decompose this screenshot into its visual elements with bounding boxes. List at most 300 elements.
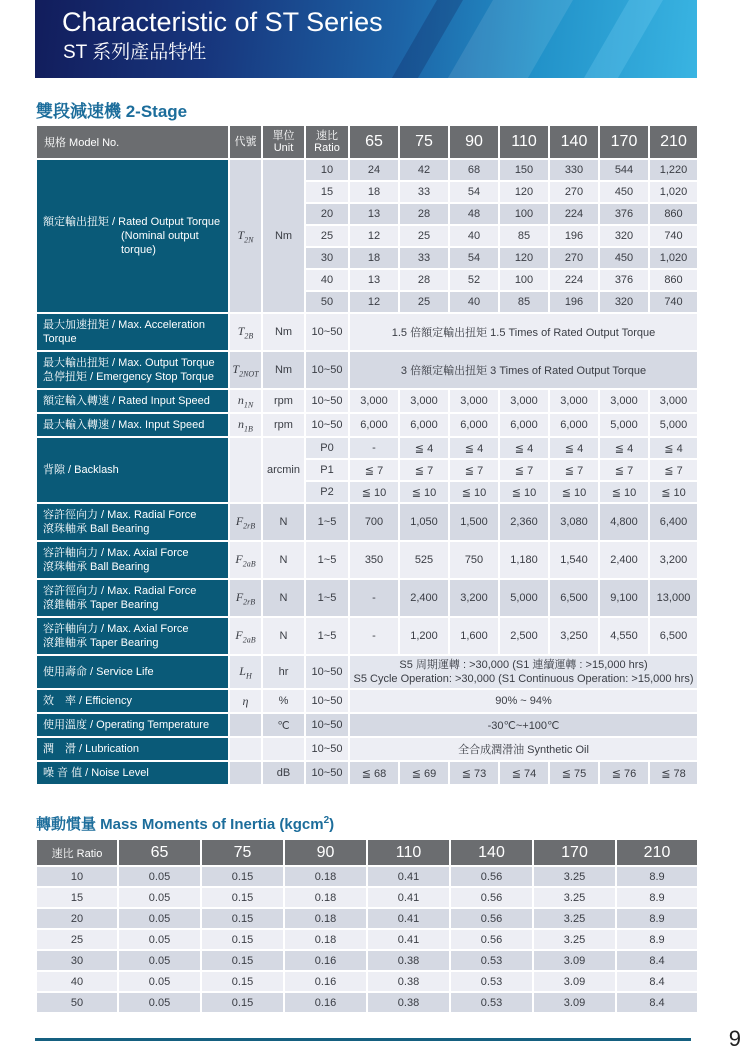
spec-ratio: 10~50 (305, 313, 349, 351)
spec-unit: N (262, 503, 305, 541)
spec-row-label (36, 541, 229, 579)
spec-value: ≦ 68 (349, 761, 399, 785)
spec-value: 48 (449, 203, 499, 225)
inertia-value: 8.9 (616, 908, 698, 929)
inertia-ratio: 30 (36, 950, 118, 971)
spec-value: 3,000 (449, 389, 499, 413)
spec-value: ≦ 73 (449, 761, 499, 785)
spec-table (35, 124, 699, 786)
col-header-size: 90 (284, 839, 367, 866)
col-header-ratio: 速比 Ratio (36, 839, 118, 866)
spec-ratio: 20 (305, 203, 349, 225)
spec-row-label-line: 額定輸出扭矩 / Rated Output Torque (43, 216, 221, 228)
inertia-value: 0.05 (118, 908, 201, 929)
spec-row-label-line: 滾錐軸承 Taper Bearing (43, 637, 159, 649)
inertia-row (36, 866, 698, 887)
spec-row-label (36, 579, 229, 617)
spec-value: 6,400 (649, 503, 698, 541)
spec-row-label-line: 使用壽命 / Service Life (43, 666, 154, 678)
spec-value: - (349, 437, 399, 459)
spec-unit: rpm (262, 389, 305, 413)
inertia-row (36, 908, 698, 929)
section-title-2stage: 雙段減速機 2-Stage (36, 102, 188, 121)
inertia-value: 0.15 (201, 929, 284, 950)
spec-ratio: 10 (305, 159, 349, 181)
col-header-size: 140 (450, 839, 533, 866)
spec-unit: arcmin (262, 437, 305, 503)
spec-value: 85 (499, 291, 549, 313)
col-header-size: 75 (399, 125, 449, 159)
inertia-value: 0.41 (367, 887, 450, 908)
spec-value: 33 (399, 181, 449, 203)
spec-value: 1,500 (449, 503, 499, 541)
spec-row-label-line: 最大加速扭矩 / Max. Acceleration Torque (43, 319, 205, 345)
col-header-unit (262, 125, 305, 159)
spec-value: 52 (449, 269, 499, 291)
spec-value: 5,000 (649, 413, 698, 437)
inertia-value: 0.38 (367, 992, 450, 1013)
spec-value: 3,000 (599, 389, 649, 413)
inertia-value: 0.05 (118, 971, 201, 992)
spec-value: ≦ 69 (399, 761, 449, 785)
inertia-value: 0.18 (284, 929, 367, 950)
spec-unit: % (262, 689, 305, 713)
spec-merged-value (349, 655, 698, 689)
spec-value: 13 (349, 203, 399, 225)
inertia-ratio: 10 (36, 866, 118, 887)
section-title-inertia-text: 轉動慣量 Mass Moments of Inertia (kgcm (36, 816, 324, 833)
spec-code (229, 761, 262, 785)
spec-value: 25 (399, 291, 449, 313)
section-title-inertia-suffix: ) (329, 816, 335, 833)
section-title-inertia (36, 813, 334, 834)
spec-value: 28 (399, 269, 449, 291)
spec-header-row (36, 125, 698, 159)
col-header-code: 代號 (229, 125, 262, 159)
spec-value: 85 (499, 225, 549, 247)
spec-ratio: 10~50 (305, 689, 349, 713)
spec-unit: Nm (262, 351, 305, 389)
spec-row (36, 761, 698, 785)
spec-value: 9,100 (599, 579, 649, 617)
spec-row-label-line: 最大輸出扭矩 / Max. Output Torque (43, 357, 215, 369)
inertia-value: 0.38 (367, 950, 450, 971)
inertia-value: 8.9 (616, 887, 698, 908)
spec-value: 18 (349, 181, 399, 203)
spec-value: 1,180 (499, 541, 549, 579)
spec-value: ≦ 10 (349, 481, 399, 503)
spec-value: 6,500 (649, 617, 698, 655)
spec-value: 320 (599, 291, 649, 313)
spec-unit (262, 737, 305, 761)
spec-unit: ℃ (262, 713, 305, 737)
spec-row (36, 389, 698, 413)
inertia-value: 8.4 (616, 992, 698, 1013)
spec-value: 196 (549, 225, 599, 247)
inertia-value: 0.18 (284, 866, 367, 887)
inertia-value: 0.05 (118, 887, 201, 908)
inertia-value: 0.05 (118, 929, 201, 950)
spec-ratio: 10~50 (305, 413, 349, 437)
spec-row (36, 713, 698, 737)
spec-row (36, 689, 698, 713)
inertia-value: 0.16 (284, 950, 367, 971)
spec-ratio: 10~50 (305, 713, 349, 737)
inertia-value: 3.09 (533, 992, 616, 1013)
spec-row-label (36, 389, 229, 413)
spec-value: 3,200 (449, 579, 499, 617)
page-number: 9 (728, 1026, 741, 1051)
spec-value: ≦ 4 (549, 437, 599, 459)
spec-ratio: 1~5 (305, 541, 349, 579)
spec-unit: rpm (262, 413, 305, 437)
inertia-ratio: 40 (36, 971, 118, 992)
spec-code (229, 437, 262, 503)
spec-value: 28 (399, 203, 449, 225)
spec-row-label (36, 159, 229, 313)
spec-value: 3,000 (399, 389, 449, 413)
spec-value: 6,000 (549, 413, 599, 437)
spec-ratio: P2 (305, 481, 349, 503)
spec-value: 860 (649, 269, 698, 291)
spec-row-label (36, 413, 229, 437)
inertia-value: 0.15 (201, 908, 284, 929)
spec-unit: N (262, 541, 305, 579)
spec-value: 13,000 (649, 579, 698, 617)
spec-value: 2,400 (599, 541, 649, 579)
spec-row-label (36, 737, 229, 761)
inertia-value: 3.25 (533, 866, 616, 887)
spec-value: 54 (449, 181, 499, 203)
spec-value: ≦ 10 (449, 481, 499, 503)
col-header-size: 110 (367, 839, 450, 866)
inertia-ratio: 20 (36, 908, 118, 929)
spec-row-label-line: (Nominal output torque) (121, 230, 199, 256)
spec-value: ≦ 10 (649, 481, 698, 503)
spec-value: 700 (349, 503, 399, 541)
spec-row-label-line: 滾珠軸承 Ball Bearing (43, 561, 150, 573)
spec-ratio: 1~5 (305, 617, 349, 655)
spec-value: 2,360 (499, 503, 549, 541)
inertia-value: 3.25 (533, 908, 616, 929)
spec-row-label (36, 313, 229, 351)
spec-unit: N (262, 579, 305, 617)
inertia-value: 3.25 (533, 887, 616, 908)
spec-row-label-line: 最大輸入轉速 / Max. Input Speed (43, 419, 205, 431)
header-banner (35, 0, 697, 78)
inertia-value: 3.09 (533, 971, 616, 992)
spec-value: 3,000 (549, 389, 599, 413)
spec-value: 1,600 (449, 617, 499, 655)
spec-merged-value: 全合成潤滑油 Synthetic Oil (349, 737, 698, 761)
inertia-row (36, 929, 698, 950)
spec-value: ≦ 74 (499, 761, 549, 785)
inertia-ratio: 15 (36, 887, 118, 908)
spec-value: 350 (349, 541, 399, 579)
spec-value: ≦ 10 (599, 481, 649, 503)
spec-value: 544 (599, 159, 649, 181)
spec-row (36, 413, 698, 437)
spec-value: 320 (599, 225, 649, 247)
spec-code: η (229, 689, 262, 713)
inertia-value: 0.16 (284, 971, 367, 992)
inertia-value: 0.56 (450, 929, 533, 950)
col-header-ratio-zh: 速比 (316, 130, 338, 142)
spec-unit: hr (262, 655, 305, 689)
inertia-value: 0.41 (367, 908, 450, 929)
spec-value: 740 (649, 291, 698, 313)
spec-value: 3,000 (649, 389, 698, 413)
page-subtitle: ST 系列產品特性 (63, 42, 207, 63)
spec-ratio: 1~5 (305, 579, 349, 617)
spec-value: 24 (349, 159, 399, 181)
col-header-size: 65 (118, 839, 201, 866)
spec-value: 1,540 (549, 541, 599, 579)
spec-value: ≦ 7 (399, 459, 449, 481)
inertia-ratio: 50 (36, 992, 118, 1013)
spec-ratio: 40 (305, 269, 349, 291)
spec-value: 224 (549, 269, 599, 291)
spec-unit: N (262, 617, 305, 655)
inertia-value: 8.4 (616, 950, 698, 971)
spec-row (36, 737, 698, 761)
spec-row-label (36, 713, 229, 737)
spec-row (36, 579, 698, 617)
spec-code: $F_{2rB}$ (229, 503, 262, 541)
inertia-value: 0.56 (450, 908, 533, 929)
spec-value: 376 (599, 269, 649, 291)
col-header-size: 210 (649, 125, 698, 159)
spec-value: 54 (449, 247, 499, 269)
inertia-value: 8.9 (616, 866, 698, 887)
spec-value: 1,020 (649, 181, 698, 203)
spec-value: 68 (449, 159, 499, 181)
spec-row-label-line: 潤 滑 / Lubrication (43, 743, 139, 755)
spec-row-label-line: 效 率 / Efficiency (43, 695, 133, 707)
footer-rule (35, 1038, 691, 1041)
spec-value: 18 (349, 247, 399, 269)
spec-value: 4,800 (599, 503, 649, 541)
spec-value: 525 (399, 541, 449, 579)
spec-value: ≦ 10 (399, 481, 449, 503)
section-title-inertia-sup: 2 (323, 815, 330, 826)
spec-merged-line: S5 Cycle Operation: >30,000 (S1 Continuous Operation: >15,000 hrs) (353, 673, 694, 685)
spec-value: 740 (649, 225, 698, 247)
spec-row-label-line: 容許軸向力 / Max. Axial Force (43, 547, 189, 559)
inertia-value: 0.18 (284, 908, 367, 929)
spec-value: 5,000 (499, 579, 549, 617)
inertia-value: 0.15 (201, 866, 284, 887)
inertia-value: 0.53 (450, 950, 533, 971)
spec-row-label-line: 容許軸向力 / Max. Axial Force (43, 623, 189, 635)
spec-value: 1,220 (649, 159, 698, 181)
spec-row-label-line: 額定輸入轉速 / Rated Input Speed (43, 395, 210, 407)
col-header-unit-en: Unit (273, 142, 294, 154)
spec-value: 120 (499, 181, 549, 203)
spec-value: 450 (599, 247, 649, 269)
inertia-value: 8.4 (616, 971, 698, 992)
spec-value: 150 (499, 159, 549, 181)
col-header-size: 170 (533, 839, 616, 866)
inertia-value: 0.16 (284, 992, 367, 1013)
inertia-value: 0.56 (450, 866, 533, 887)
inertia-value: 0.15 (201, 992, 284, 1013)
spec-row-label-line: 使用溫度 / Operating Temperature (43, 719, 210, 731)
inertia-value: 3.09 (533, 950, 616, 971)
spec-value: 40 (449, 291, 499, 313)
spec-value: ≦ 7 (649, 459, 698, 481)
spec-ratio: 10~50 (305, 389, 349, 413)
spec-row (36, 617, 698, 655)
inertia-value: 0.53 (450, 992, 533, 1013)
spec-value: ≦ 7 (549, 459, 599, 481)
spec-value: ≦ 7 (349, 459, 399, 481)
spec-value: 1,200 (399, 617, 449, 655)
spec-ratio: 50 (305, 291, 349, 313)
spec-code (229, 713, 262, 737)
spec-row (36, 503, 698, 541)
spec-value: ≦ 7 (449, 459, 499, 481)
spec-row-label-line: 容許徑向力 / Max. Radial Force (43, 509, 197, 521)
spec-ratio: 10~50 (305, 655, 349, 689)
col-header-size: 170 (599, 125, 649, 159)
inertia-row (36, 887, 698, 908)
spec-value: 42 (399, 159, 449, 181)
spec-row-label (36, 761, 229, 785)
spec-value: 25 (399, 225, 449, 247)
spec-value: 270 (549, 247, 599, 269)
spec-row-label-line: 背隙 / Backlash (43, 464, 119, 476)
spec-row-label (36, 655, 229, 689)
spec-value: 12 (349, 291, 399, 313)
col-header-size: 75 (201, 839, 284, 866)
col-header-ratio-en: Ratio (314, 142, 340, 154)
spec-merged-line: S5 周期運轉 : >30,000 (S1 連續運轉 : >15,000 hrs) (399, 659, 648, 671)
inertia-value: 0.56 (450, 887, 533, 908)
spec-row-label (36, 437, 229, 503)
inertia-value: 0.05 (118, 950, 201, 971)
spec-code: $T_{2B}$ (229, 313, 262, 351)
inertia-value: 0.15 (201, 887, 284, 908)
spec-value: ≦ 75 (549, 761, 599, 785)
spec-ratio: 10~50 (305, 761, 349, 785)
spec-row-label (36, 689, 229, 713)
spec-row (36, 541, 698, 579)
spec-row (36, 437, 698, 459)
spec-ratio: 10~50 (305, 737, 349, 761)
spec-value: 100 (499, 203, 549, 225)
spec-value: 224 (549, 203, 599, 225)
spec-row-label-line: 急停扭矩 / Emergency Stop Torque (43, 371, 214, 383)
spec-row-label (36, 351, 229, 389)
col-header-unit-zh: 單位 (272, 130, 295, 142)
page-title: Characteristic of ST Series (62, 7, 383, 37)
spec-row (36, 351, 698, 389)
spec-value: - (349, 617, 399, 655)
inertia-table (35, 838, 699, 1014)
spec-merged-value: 3 倍額定輸出扭矩 3 Times of Rated Output Torque (349, 351, 698, 389)
spec-value: ≦ 78 (649, 761, 698, 785)
spec-unit: Nm (262, 159, 305, 313)
spec-value: 3,250 (549, 617, 599, 655)
spec-value: 196 (549, 291, 599, 313)
spec-merged-value: -30℃~+100℃ (349, 713, 698, 737)
spec-value: 450 (599, 181, 649, 203)
spec-value: ≦ 4 (449, 437, 499, 459)
inertia-row (36, 992, 698, 1013)
spec-value: 2,500 (499, 617, 549, 655)
spec-value: 4,550 (599, 617, 649, 655)
inertia-value: 3.25 (533, 929, 616, 950)
spec-code: $F_{2rB}$ (229, 579, 262, 617)
spec-value: 6,000 (399, 413, 449, 437)
spec-row-label-line: 滾錐軸承 Taper Bearing (43, 599, 159, 611)
col-header-size: 210 (616, 839, 698, 866)
spec-value: 1,050 (399, 503, 449, 541)
inertia-value: 0.05 (118, 866, 201, 887)
spec-code: $L_H$ (229, 655, 262, 689)
spec-value: 13 (349, 269, 399, 291)
spec-row-label (36, 503, 229, 541)
spec-value: 6,000 (449, 413, 499, 437)
inertia-value: 0.38 (367, 971, 450, 992)
spec-value: 3,000 (499, 389, 549, 413)
spec-merged-value: 90% ~ 94% (349, 689, 698, 713)
spec-value: 3,080 (549, 503, 599, 541)
spec-unit: Nm (262, 313, 305, 351)
spec-row (36, 313, 698, 351)
spec-value: 6,500 (549, 579, 599, 617)
spec-ratio: 25 (305, 225, 349, 247)
col-header-model: 規格 Model No. (36, 125, 229, 159)
col-header-size: 90 (449, 125, 499, 159)
col-header-size: 110 (499, 125, 549, 159)
spec-merged-value: 1.5 倍額定輸出扭矩 1.5 Times of Rated Output Torque (349, 313, 698, 351)
col-header-ratio (305, 125, 349, 159)
spec-value: 100 (499, 269, 549, 291)
inertia-value: 0.15 (201, 950, 284, 971)
spec-value: 12 (349, 225, 399, 247)
spec-ratio: 10~50 (305, 351, 349, 389)
spec-row (36, 159, 698, 181)
spec-value: 270 (549, 181, 599, 203)
spec-code: $F_{2aB}$ (229, 541, 262, 579)
inertia-value: 0.05 (118, 992, 201, 1013)
spec-value: ≦ 4 (599, 437, 649, 459)
spec-value: ≦ 4 (399, 437, 449, 459)
spec-value: ≦ 4 (649, 437, 698, 459)
spec-ratio: P1 (305, 459, 349, 481)
spec-value: 40 (449, 225, 499, 247)
spec-value: ≦ 7 (599, 459, 649, 481)
inertia-value: 0.53 (450, 971, 533, 992)
col-header-size: 140 (549, 125, 599, 159)
inertia-header-row (36, 839, 698, 866)
spec-value: ≦ 76 (599, 761, 649, 785)
spec-value: 2,400 (399, 579, 449, 617)
spec-value: ≦ 7 (499, 459, 549, 481)
inertia-value: 8.9 (616, 929, 698, 950)
spec-ratio: P0 (305, 437, 349, 459)
spec-value: 330 (549, 159, 599, 181)
spec-ratio: 1~5 (305, 503, 349, 541)
spec-value: 860 (649, 203, 698, 225)
spec-value: 6,000 (349, 413, 399, 437)
spec-value: 3,000 (349, 389, 399, 413)
spec-value: 6,000 (499, 413, 549, 437)
spec-ratio: 30 (305, 247, 349, 269)
spec-row-label-line: 容許徑向力 / Max. Radial Force (43, 585, 197, 597)
